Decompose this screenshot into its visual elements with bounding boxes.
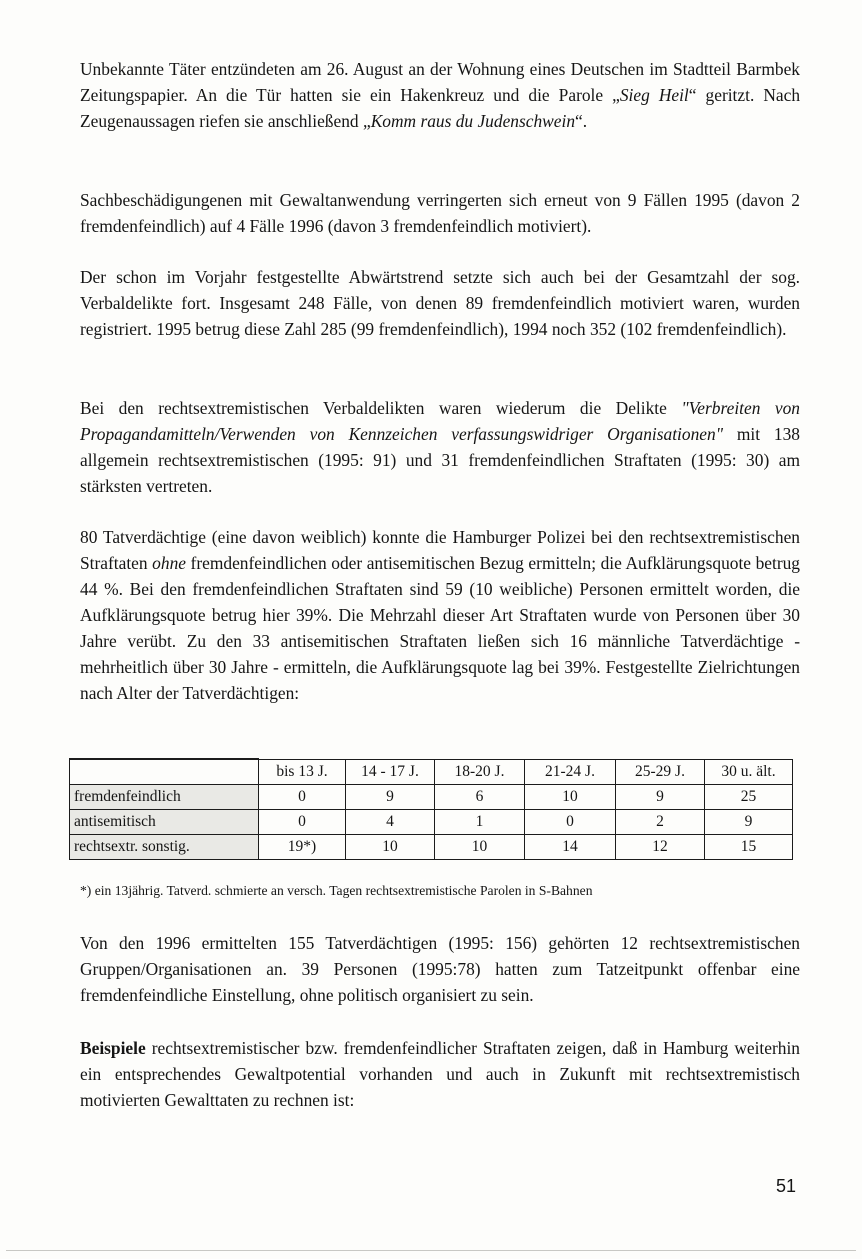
table-cell: 15 (705, 835, 793, 860)
paragraph-verbal-offences: Der schon im Vorjahr festgestellte Abwärtstrend setzte sich auch bei der Gesamtzahl der sog. Verbaldelikte fort. Insgesamt 248 Fälle, von denen 89 fremdenfeindlich motiviert waren, wurden registriert. 1995 betrug diese Zahl 285 (99 fremdenfeindlich), 1994 noch 352 (102 fremdenfeindlich). (80, 267, 800, 339)
paragraph-propaganda-offences: Bei den rechtsextremistischen Verbaldelikten waren wiederum die Delikte "Verbreiten von Propagandamitteln/Verwenden von Kennzeichen verfassungswidriger Organisationen" mit 138 allgemein rechtsextremistischen (1995: 91) und 31 fremdenfeindlichen Straftaten (1995: 30) am stärksten vertreten. (80, 398, 800, 496)
paragraph-examples-intro: Beispiele rechtsextremistischer bzw. fremdenfeindlicher Straftaten zeigen, daß in Hamburg weiterhin ein entsprechendes Gewaltpotential vorhanden und auch in Zukunft mit rechtsextremistisch motivierten Gewalttaten zu rechnen ist: (80, 1038, 800, 1110)
table-cell: 25 (705, 785, 793, 810)
row-label: antisemitisch (70, 810, 259, 835)
table-cell: 1 (435, 810, 525, 835)
table-cell: 6 (435, 785, 525, 810)
quote-sieg-heil: Sieg Heil (619, 85, 689, 105)
column-header: 18-20 J. (435, 759, 525, 785)
paragraph-organised-suspects: Von den 1996 ermittelten 155 Tatverdächtigen (1995: 156) gehörten 12 rechtsextremistischen Gruppen/Organisationen an. 39 Personen (1995:78) hatten zum Tatzeitpunkt offenbar eine fremdenfeindliche Einstellung, ohne politisch organisiert zu sein. (80, 933, 800, 1005)
row-label: rechtsextr. sonstig. (70, 835, 259, 860)
table-cell: 9 (346, 785, 435, 810)
table-cell: 19*) (259, 835, 346, 860)
table-row (70, 810, 793, 835)
bold-beispiele: Beispiele (80, 1038, 146, 1058)
table-row (70, 835, 793, 860)
age-statistics-table (69, 758, 793, 860)
table-cell: 10 (435, 835, 525, 860)
table-cell: 0 (259, 785, 346, 810)
offence-category-quote: "Verbreiten von Propagandamitteln/Verwenden von Kennzeichen verfassungswidriger Organisationen" (80, 398, 800, 444)
scan-edge-divider (6, 1250, 856, 1251)
paragraph-arson-incident: Unbekannte Täter entzündeten am 26. August an der Wohnung eines Deutschen im Stadtteil Barmbek Zeitungspapier. An die Tür hatten sie ein Hakenkreuz und die Parole „Sieg Heil“ geritzt. Nach Zeugenaussagen riefen sie anschließend „Komm raus du Judenschwein“. (80, 59, 801, 131)
table-cell: 9 (616, 785, 705, 810)
table-corner-cell (70, 759, 259, 785)
table-cell: 10 (525, 785, 616, 810)
table-cell: 12 (616, 835, 705, 860)
table-cell: 9 (705, 810, 793, 835)
table-cell: 4 (346, 810, 435, 835)
table-row (70, 785, 793, 810)
row-label: fremdenfeindlich (70, 785, 259, 810)
emphasis-ohne: ohne (152, 553, 186, 573)
table-cell: 14 (525, 835, 616, 860)
page-number: 51 (776, 1176, 797, 1196)
column-header: 25-29 J. (616, 759, 705, 785)
table-cell: 0 (259, 810, 346, 835)
column-header: 30 u. ält. (705, 759, 793, 785)
column-header: bis 13 J. (259, 759, 346, 785)
paragraph-suspects: 80 Tatverdächtige (eine davon weiblich) konnte die Hamburger Polizei bei den rechtsextremistischen Straftaten ohne fremdenfeindlichen oder antisemitischen Bezug ermitteln; die Aufklärungsquote betrug 44 %. Bei den fremdenfeindlichen Straftaten sind 59 (10 weibliche) Personen ermittelt worden, die Aufklärungsquote betrug hier 39%. Die Mehrzahl dieser Art Straftaten wurde von Personen über 30 Jahre verübt. Zu den 33 antisemitischen Straftaten ließen sich 16 männliche Tatverdächtige - mehrheitlich über 30 Jahre - ermitteln, die Aufklärungsquote lag bei 39%. Festgestellte Zielrichtungen nach Alter der Tatverdächtigen: (80, 527, 800, 703)
table-cell: 2 (616, 810, 705, 835)
table-cell: 10 (346, 835, 435, 860)
column-header: 21-24 J. (525, 759, 616, 785)
table-cell: 0 (525, 810, 616, 835)
column-header: 14 - 17 J. (346, 759, 435, 785)
table-footnote: *) ein 13jährig. Tatverd. schmierte an versch. Tagen rechtsextremistische Parolen in S-Bahnen (80, 883, 593, 898)
quote-shouted-slur: Komm raus du Judenschwein (370, 111, 576, 131)
paragraph-property-damage: Sachbeschädigungenen mit Gewaltanwendung verringerten sich erneut von 9 Fällen 1995 (davon 2 fremdenfeindlich) auf 4 Fälle 1996 (davon 3 fremdenfeindlich motiviert). (80, 190, 800, 236)
table-header-row (70, 759, 793, 785)
